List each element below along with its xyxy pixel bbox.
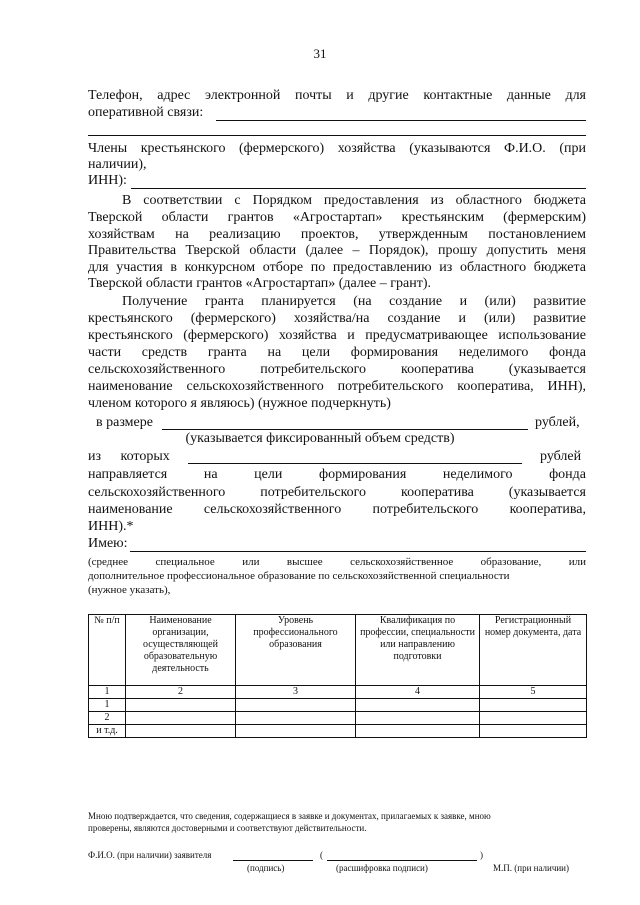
signature-caption: (подпись): [247, 863, 285, 873]
request-line-2: Тверской области грантов «Агростартап» крестьянским (фермерским): [88, 210, 586, 225]
col-number: 2: [126, 686, 236, 699]
table-cell[interactable]: [356, 699, 480, 712]
inn-fill-line: [131, 188, 586, 189]
education-fill-line: [130, 551, 586, 552]
header-qualification: Квалификация по профессии, специальности или направлению подготовки: [356, 615, 480, 686]
col-number: 4: [356, 686, 480, 699]
request-line-6: Тверской области грантов «Агростартап» (далее – грант).: [88, 276, 431, 291]
col-number: 1: [89, 686, 126, 699]
table-cell[interactable]: 2: [89, 712, 126, 725]
portion-line-1: направляется на цели формирования неделимого фонда: [88, 467, 586, 482]
table-row: [89, 699, 587, 712]
members-label-line2: наличии),: [88, 157, 147, 172]
applicant-name-label: Ф.И.О. (при наличии) заявителя: [88, 850, 212, 860]
members-label-line1: Члены крестьянского (фермерского) хозяйства (указываются Ф.И.О. (при: [88, 141, 586, 156]
table-cell[interactable]: 1: [89, 699, 126, 712]
table-row: [89, 712, 587, 725]
signature-close-paren: ): [480, 850, 483, 860]
grant-line-6: наименование сельскохозяйственного потребительского кооператива, ИНН),: [88, 379, 586, 394]
request-line-1: В соответствии с Порядком предоставления из областного бюджета: [122, 193, 586, 208]
amount-label: в размере: [96, 415, 153, 430]
decode-caption: (расшифровка подписи): [336, 863, 428, 873]
portion-line-2: сельскохозяйственного потребительского кооператива (указывается: [88, 485, 586, 500]
portion-line-4: ИНН).*: [88, 519, 134, 534]
education-table: [88, 614, 587, 738]
table-cell[interactable]: [356, 712, 480, 725]
table-cell[interactable]: [236, 699, 356, 712]
header-organization: Наименование организации, осуществляющей образовательную деятельность: [126, 615, 236, 686]
table-cell[interactable]: [480, 725, 587, 738]
decode-fill-line[interactable]: [327, 860, 477, 861]
header-level: Уровень профессионального образования: [236, 615, 356, 686]
header-number: № п/п: [89, 615, 126, 686]
table-header-row: [89, 615, 587, 686]
request-line-3: хозяйствам на реализацию проектов, утвержденным постановлением: [88, 227, 586, 242]
table-cell[interactable]: [480, 712, 587, 725]
request-line-4: Правительства Тверской области (далее – Порядок), прошу допустить меня: [88, 243, 586, 258]
table-numbering-row: [89, 686, 587, 699]
table-cell[interactable]: [126, 725, 236, 738]
table-row: [89, 725, 587, 738]
table-cell[interactable]: [126, 712, 236, 725]
signature-open-paren: (: [320, 850, 323, 860]
table-cell[interactable]: [236, 725, 356, 738]
request-line-5: для участия в конкурсном отборе по предоставлению из областного бюджета: [88, 260, 586, 275]
confirmation-line-2: проверены, являются достоверными и соответствуют действительности.: [88, 823, 367, 833]
col-number: 3: [236, 686, 356, 699]
grant-line-7: членом которого я являюсь) (нужное подчеркнуть): [88, 396, 391, 411]
header-registration: Регистрационный номер документа, дата: [480, 615, 587, 686]
grant-line-4: части средств гранта на цели формирования неделимого фонда: [88, 345, 586, 360]
amount-unit: рублей,: [535, 415, 580, 430]
education-note-line-2: дополнительное профессиональное образование по сельскохозяйственной специальности: [88, 570, 510, 582]
col-number: 5: [480, 686, 587, 699]
grant-line-2: крестьянского (фермерского) хозяйства/на создание и (или) развитие: [88, 311, 586, 326]
table-cell[interactable]: [236, 712, 356, 725]
grant-line-3: крестьянского (фермерского) хозяйства и предусматривающее использование: [88, 328, 586, 343]
portion-line-3: наименование сельскохозяйственного потребительского кооператива,: [88, 502, 586, 517]
grant-line-5: сельскохозяйственного потребительского кооператива (указывается: [88, 362, 586, 377]
table-cell[interactable]: [480, 699, 587, 712]
contact-fill-line: [216, 120, 586, 121]
page-number: 31: [313, 46, 327, 61]
portion-label: из которых: [88, 449, 170, 464]
contact-label-line2: оперативной связи:: [88, 105, 204, 120]
education-note-line-3: (нужное указать),: [88, 584, 171, 596]
education-note-line-1: (среднее специальное или высшее сельскохозяйственное образование, или: [88, 556, 586, 568]
table-cell[interactable]: [356, 725, 480, 738]
inn-label: ИНН):: [88, 173, 127, 188]
contact-label-line1: Телефон, адрес электронной почты и другие контактные данные для: [88, 88, 586, 103]
signature-fill-line[interactable]: [233, 860, 313, 861]
contact-fill-line-2: [88, 135, 586, 136]
education-label: Имею:: [88, 536, 128, 551]
table-cell[interactable]: [126, 699, 236, 712]
amount-fill-line: [162, 429, 528, 430]
portion-fill-line: [188, 463, 522, 464]
amount-caption: (указывается фиксированный объем средств): [185, 431, 455, 446]
grant-line-1: Получение гранта планируется (на создание и (или) развитие: [122, 294, 586, 309]
confirmation-line-1: Мною подтверждается, что сведения, содержащиеся в заявке и документах, прилагаемых к заявке, мною: [88, 811, 491, 821]
stamp-label: М.П. (при наличии): [493, 863, 569, 873]
portion-unit: рублей: [540, 449, 582, 464]
table-cell[interactable]: и т.д.: [89, 725, 126, 738]
